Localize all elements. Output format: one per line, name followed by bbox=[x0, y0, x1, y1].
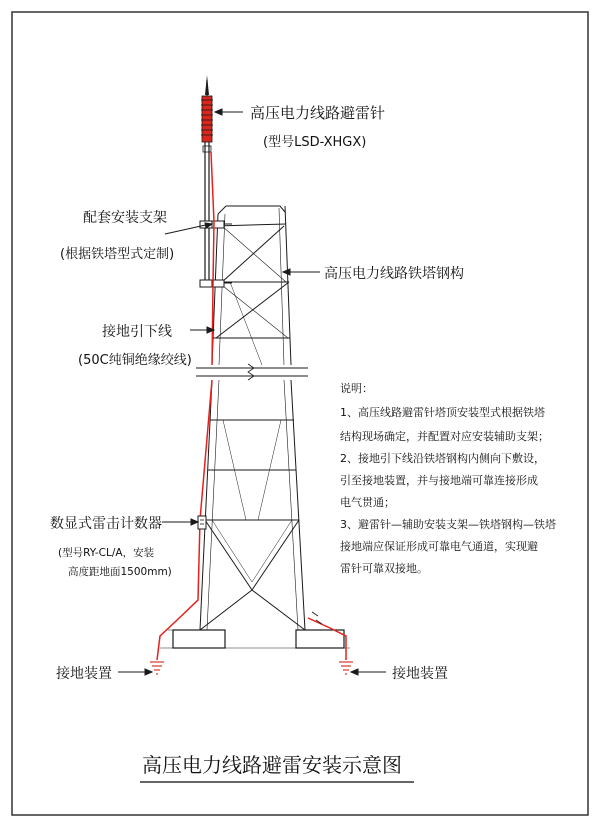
notes-line: 结构现场确定，并配置对应安装辅助支架； bbox=[340, 430, 549, 443]
arrester-model-label: (型号LSD-XHGX) bbox=[263, 135, 367, 150]
notes-block bbox=[340, 382, 556, 575]
downlead-label: 接地引下线 bbox=[102, 324, 172, 340]
lightning-arrester bbox=[201, 75, 213, 286]
notes-line: 3、避雷针—辅助安装支架—铁塔钢构—铁塔 bbox=[340, 518, 556, 531]
bracket-note-label: (根据铁塔型式定制) bbox=[60, 247, 175, 262]
notes-line: 2、接地引下线沿铁塔钢构内侧向下敷设， bbox=[340, 452, 545, 465]
counter-label: 数显式雷击计数器 bbox=[50, 516, 162, 532]
bracket-label: 配套安装支架 bbox=[83, 210, 167, 226]
notes-line: 引至接地装置，并与接地端可靠连接形成 bbox=[340, 474, 538, 487]
down-conductor bbox=[157, 152, 346, 660]
steel-tower bbox=[160, 206, 350, 648]
notes-line: 电气贯通； bbox=[340, 496, 395, 509]
ground-label-right: 接地装置 bbox=[392, 666, 448, 682]
tower-label: 高压电力线路铁塔钢构 bbox=[324, 266, 464, 282]
counter-note-2: 高度距地面1500mm) bbox=[68, 566, 172, 578]
ground-label-left: 接地装置 bbox=[56, 666, 112, 682]
notes-line: 1、高压线路避雷针塔顶安装型式根据铁塔 bbox=[340, 406, 545, 419]
notes-heading: 说明： bbox=[340, 382, 373, 395]
strike-counter bbox=[198, 516, 206, 529]
notes-line: 雷针可靠双接地。 bbox=[340, 562, 428, 575]
downlead-spec-label: (50C纯铜绝缘绞线) bbox=[78, 353, 192, 368]
drawing-title: 高压电力线路避雷安装示意图 bbox=[142, 753, 402, 777]
notes-line: 接地端应保证形成可靠电气通道，实现避 bbox=[340, 540, 538, 553]
arrester-label: 高压电力线路避雷针 bbox=[250, 104, 386, 122]
counter-note-1: (型号RY-CL/A，安装 bbox=[58, 547, 155, 559]
